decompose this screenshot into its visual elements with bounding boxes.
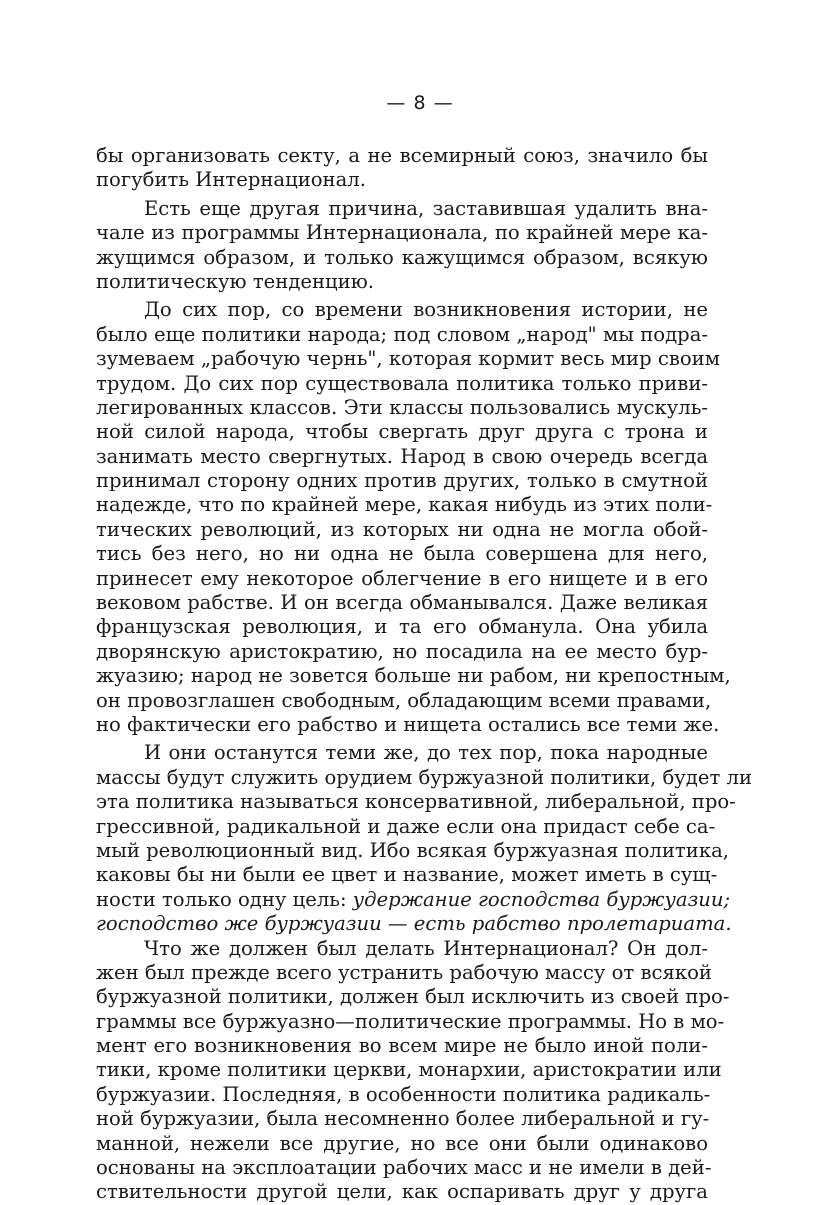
text-line: мый революционный вид. Ибо всякая буржуазная политика, bbox=[96, 838, 729, 862]
italic-emphasis-line: господство же буржуазии — есть рабство пролетариата. bbox=[96, 912, 732, 936]
text-line: тических революций, из которых ни одна не могла обой- bbox=[96, 517, 708, 541]
text-line: погубить Интернационал. bbox=[96, 168, 366, 192]
text-line: Есть еще другая причина, заставившая удалить вна- bbox=[144, 196, 708, 220]
text-line: каковы бы ни были ее цвет и название, может иметь в сущ- bbox=[96, 863, 718, 887]
text-line: ствительности другой цели, как оспаривать друг у друга bbox=[96, 1180, 708, 1204]
text-line: манной, нежели все другие, но все они были одинаково bbox=[96, 1131, 708, 1155]
text-line: тики, кроме политики церкви, монархии, аристократии или bbox=[96, 1058, 722, 1082]
text-line: ной силой народа, чтобы свергать друг друга с трона и bbox=[96, 420, 708, 444]
text-line: тись без него, но ни одна не была совершена для него, bbox=[96, 542, 708, 566]
text-line: бы организовать секту, а не всемирный союз, значило бы bbox=[96, 144, 708, 167]
text-line: Что же должен был делать Интернационал? Он дол- bbox=[144, 936, 708, 960]
text-line: И они останутся теми же, до тех пор, пока народные bbox=[144, 741, 708, 765]
paragraph bbox=[96, 936, 730, 1205]
text-line: грессивной, радикальной и даже если она придаст себе са- bbox=[96, 814, 716, 838]
italic-emphasis: удержание господства буржуазии; bbox=[352, 887, 731, 911]
text-line: граммы все буржуазно—политические программы. Но в мо- bbox=[96, 1009, 725, 1033]
text-line: принесет ему некоторое облегчение в его нищете и в его bbox=[96, 566, 708, 590]
body-text bbox=[96, 144, 753, 1205]
paragraph bbox=[96, 298, 731, 737]
text-line-mixed bbox=[96, 887, 731, 912]
page-number: — 8 — bbox=[386, 92, 454, 114]
text-line: принимал сторону одних против других, только в смутной bbox=[96, 469, 708, 493]
text-line: надежде, что по крайней мере, какая нибудь из этих поли- bbox=[96, 493, 713, 517]
paragraph bbox=[96, 197, 708, 295]
text-line: жен был прежде всего устранить рабочую массу от всякой bbox=[96, 960, 712, 984]
text-line: политическую тенденцию. bbox=[96, 269, 375, 293]
text-line: основаны на эксплоатации рабочих масс и не имели в дей- bbox=[96, 1156, 712, 1180]
text-line: занимать место свергнутых. Народ в свою очередь всегда bbox=[96, 444, 708, 468]
text-line: французская революция, и та его обманула. Она убила bbox=[96, 615, 708, 639]
text-line: вековом рабстве. И он всегда обманывался. Даже великая bbox=[96, 591, 708, 615]
text-line: буржуазии. Последняя, в особенности политика радикаль- bbox=[96, 1082, 711, 1106]
text-line: жущимся образом, и только кажущимся образом, всякую bbox=[96, 245, 708, 269]
text-line: было еще политики народа; под словом „народ" мы подра- bbox=[96, 322, 708, 346]
text-line: жуазию; народ не зовется больше ни рабом, ни крепостным, bbox=[96, 664, 731, 688]
text-line: но фактически его рабство и нищета остались все теми же. bbox=[96, 712, 720, 736]
text-line: чале из программы Интернационала, по крайней мере ка- bbox=[96, 221, 708, 245]
text-line: трудом. До сих пор существовала политика только приви- bbox=[96, 371, 708, 395]
text-line: дворянскую аристократию, но посадила на ее место бур- bbox=[96, 639, 708, 663]
text-line: легированных классов. Эти классы пользовались мускуль- bbox=[96, 395, 708, 419]
plain-text: ности только одну цель: bbox=[96, 887, 353, 911]
paragraph bbox=[96, 144, 708, 193]
text-line: буржуазной политики, должен был исключить из своей про- bbox=[96, 985, 730, 1009]
text-line: зумеваем „рабочую чернь", которая кормит весь мир своим bbox=[96, 347, 720, 371]
paragraph bbox=[96, 741, 753, 936]
text-line: мент его возникновения во всем мире не было иной поли- bbox=[96, 1034, 708, 1058]
text-line: массы будут служить орудием буржуазной политики, будет ли bbox=[96, 765, 753, 789]
text-line: До сих пор, со времени возникновения истории, не bbox=[144, 298, 708, 322]
text-line: он провозглашен свободным, обладающим всеми правами, bbox=[96, 688, 712, 712]
text-line: эта политика называться консервативной, либеральной, про- bbox=[96, 790, 736, 814]
text-line: ной буржуазии, была несомненно более либеральной и гу- bbox=[96, 1107, 710, 1131]
